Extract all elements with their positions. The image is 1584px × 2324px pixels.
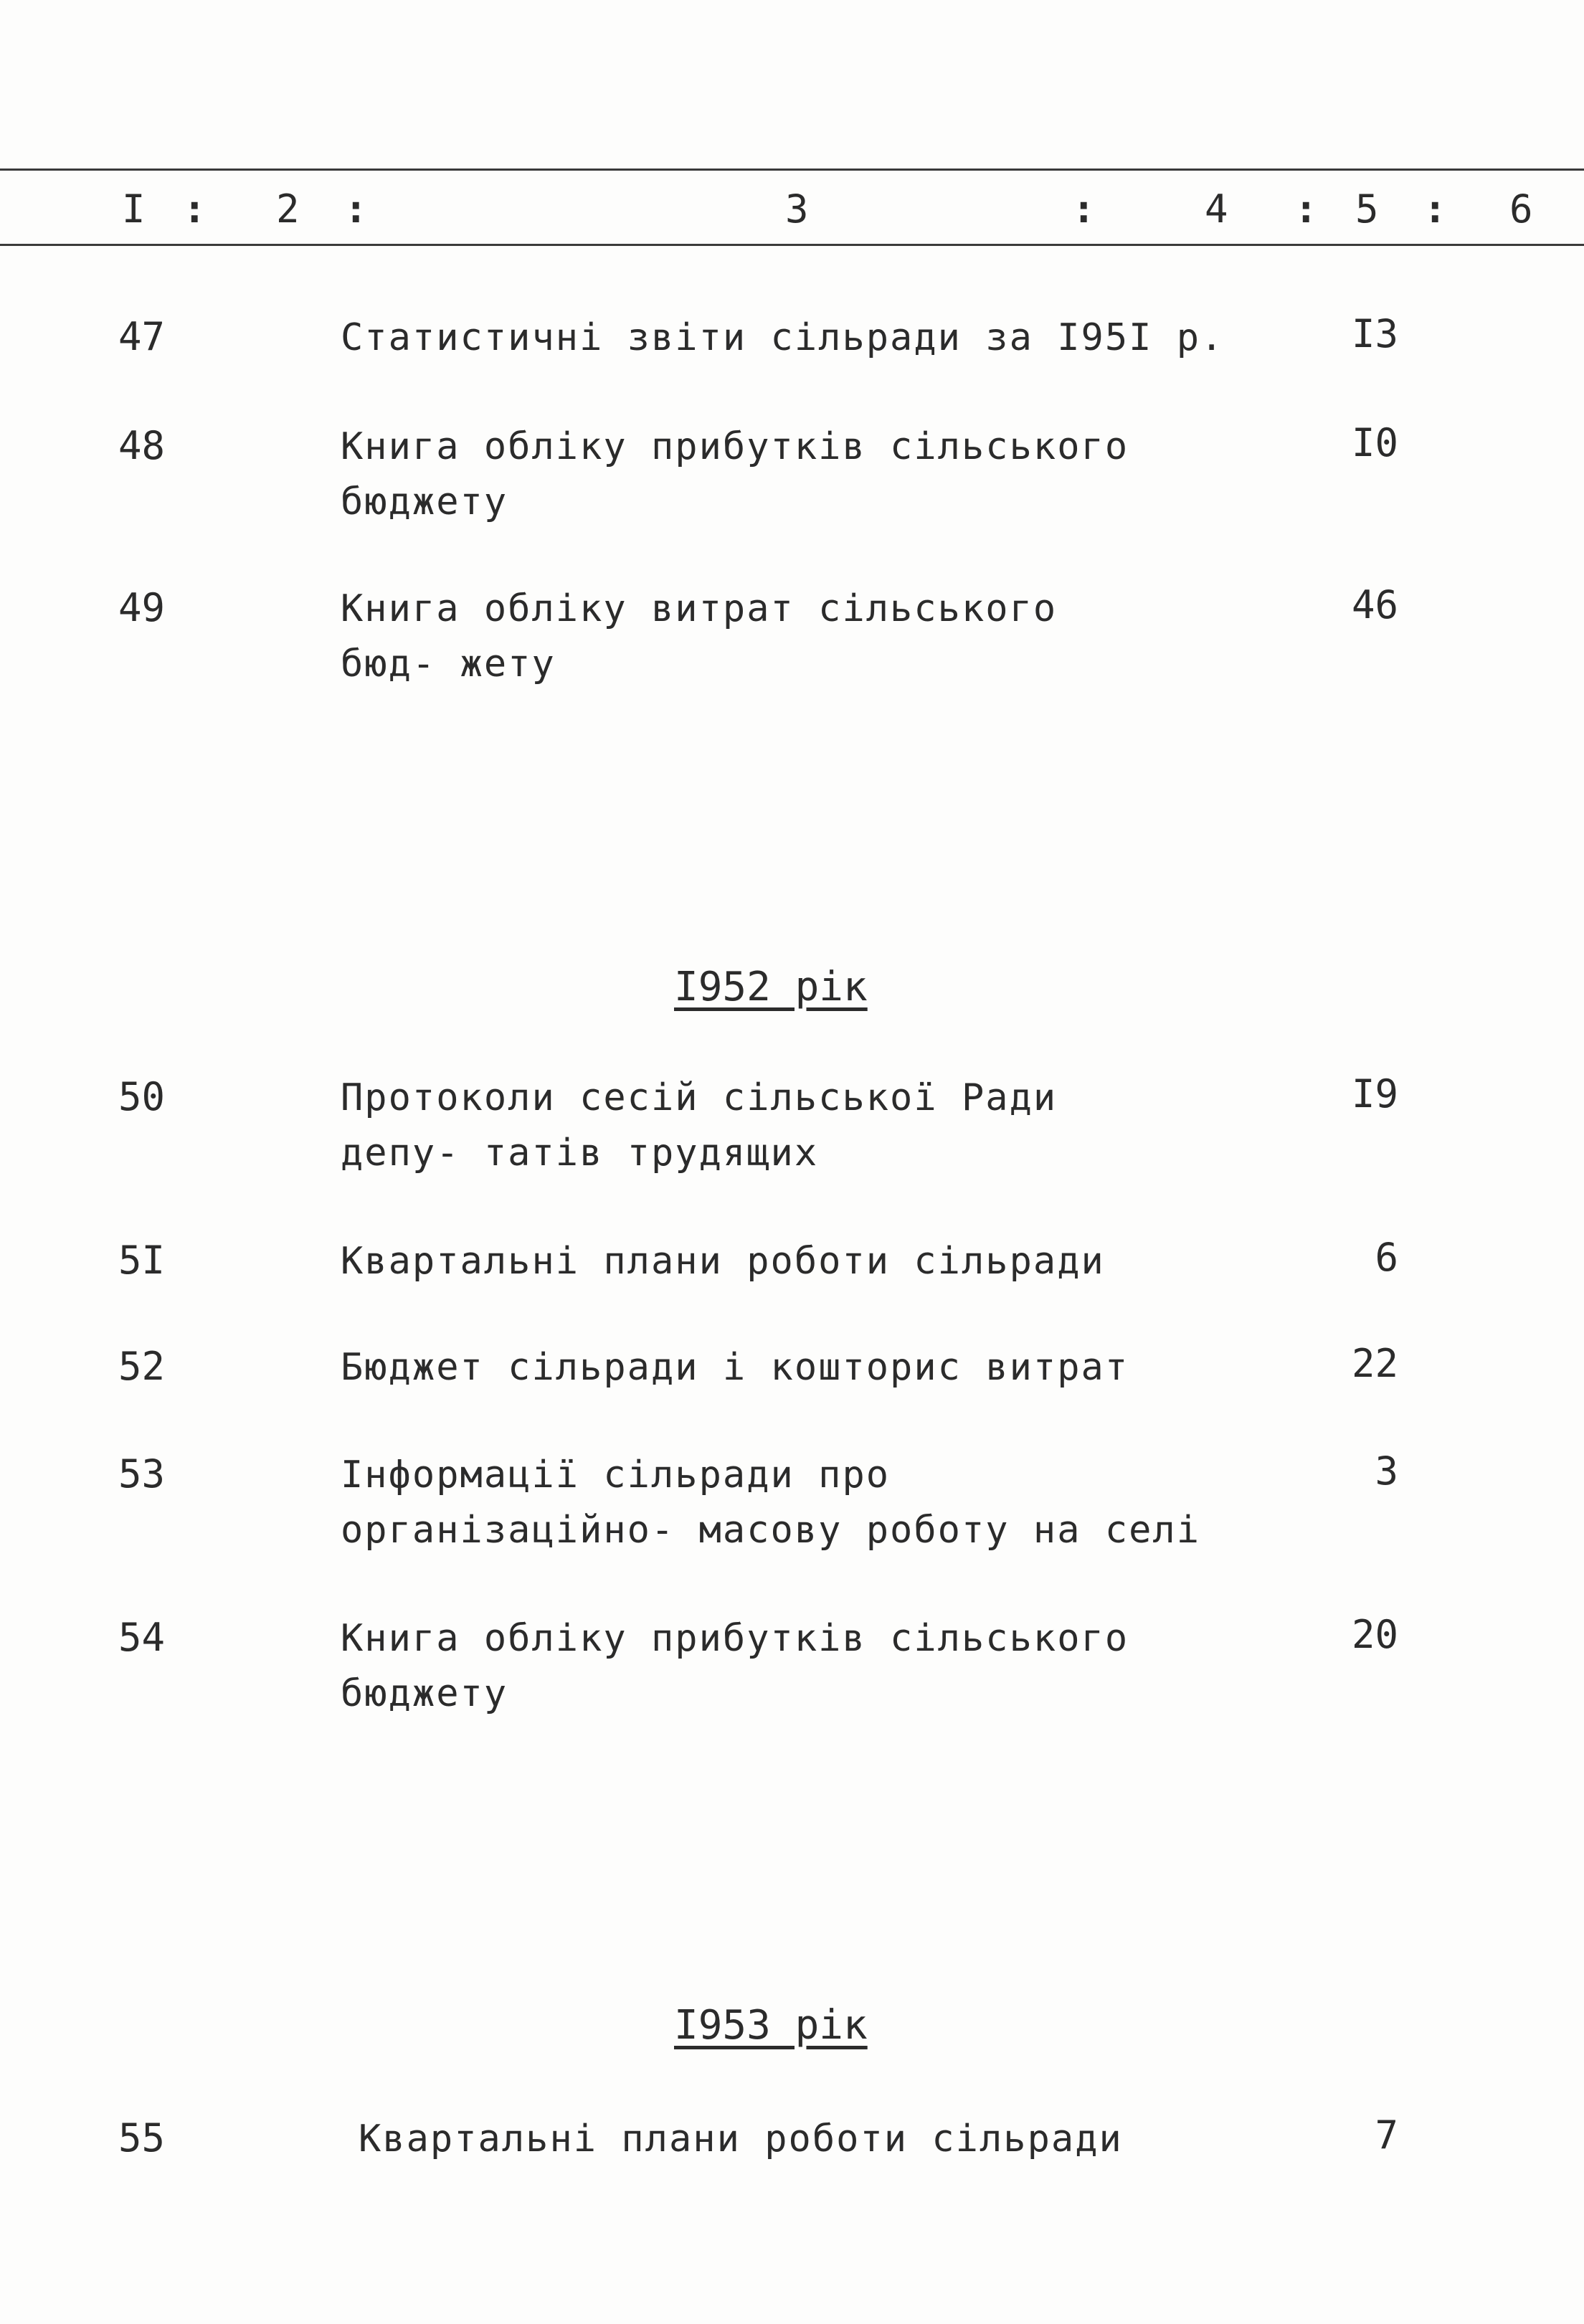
entry-page-count: I0 xyxy=(1351,420,1398,465)
entry-page-count: 6 xyxy=(1375,1235,1398,1280)
entry-number: 50 xyxy=(118,1074,166,1119)
header-separator: : xyxy=(344,186,368,232)
entry-page-count: 7 xyxy=(1375,2112,1398,2158)
entry-page-count: 22 xyxy=(1351,1341,1398,1386)
entry-title: Книга обліку прибутків сільського бюджету xyxy=(341,1617,1129,1715)
header-col-6: 6 xyxy=(1509,186,1533,232)
header-top-rule xyxy=(0,169,1584,171)
entry-number: 55 xyxy=(118,2115,166,2161)
entry-title: Квартальні плани роботи сільради xyxy=(359,2117,1123,2161)
header-separator: : xyxy=(1294,186,1318,232)
entry-number: 48 xyxy=(118,423,166,468)
entry-title: Книга обліку витрат сільського бюд- жету xyxy=(341,587,1058,686)
header-col-2: 2 xyxy=(276,186,300,232)
entry-number: 53 xyxy=(118,1451,166,1497)
entry-title: Книга обліку прибутків сільського бюджету xyxy=(341,425,1129,523)
entry-page-count: I9 xyxy=(1351,1071,1398,1116)
header-col-3: 3 xyxy=(785,186,809,232)
entry-title: Протоколи сесій сільської Ради депу- татів трудящих xyxy=(341,1076,1058,1175)
entry-page-count: 20 xyxy=(1351,1612,1398,1657)
year-heading-1953: I953 рік xyxy=(674,2002,868,2049)
header-separator: : xyxy=(1423,186,1447,232)
year-heading-1952: I952 рік xyxy=(674,964,868,1010)
header-col-4: 4 xyxy=(1205,186,1228,232)
entry-page-count: 46 xyxy=(1351,582,1398,627)
entry-title: Квартальні плани роботи сільради xyxy=(341,1240,1105,1283)
entry-number: 52 xyxy=(118,1344,166,1389)
entry-number: 49 xyxy=(118,585,166,630)
entry-page-count: I3 xyxy=(1351,311,1398,356)
header-bottom-rule xyxy=(0,244,1584,246)
header-separator: : xyxy=(1072,186,1096,232)
header-col-5: 5 xyxy=(1355,186,1379,232)
header-separator: : xyxy=(183,186,207,232)
entry-title: Інформації сільради про організаційно- масову роботу на селі xyxy=(341,1453,1201,1552)
header-col-1: I xyxy=(122,186,146,232)
entry-number: 47 xyxy=(118,314,166,359)
entry-number: 54 xyxy=(118,1615,166,1660)
entry-title: Бюджет сільради і кошторис витрат xyxy=(341,1346,1129,1389)
entry-page-count: 3 xyxy=(1375,1448,1398,1494)
entry-number: 5I xyxy=(118,1238,166,1283)
entry-title: Статистичні звіти сільради за I95I р. xyxy=(341,316,1225,359)
